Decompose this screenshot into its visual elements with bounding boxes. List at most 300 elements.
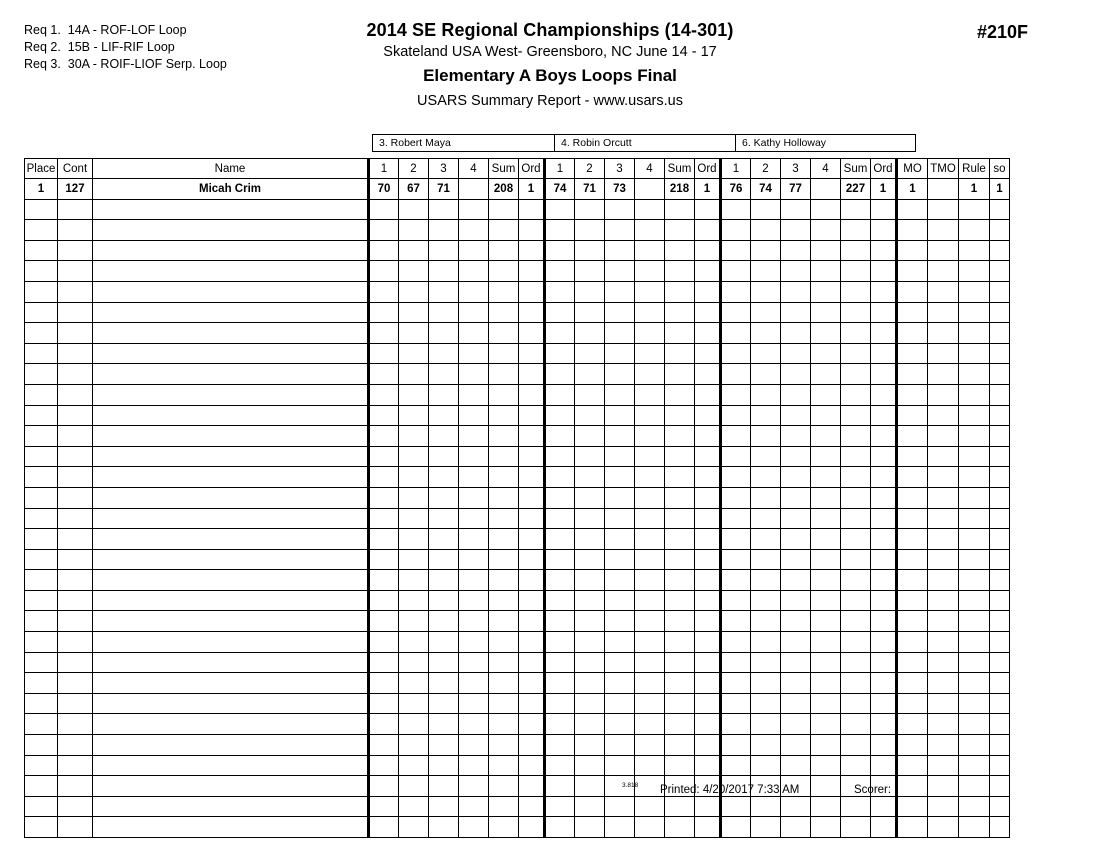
cell-j2-sum: 218 bbox=[665, 179, 695, 200]
col-name: Name bbox=[93, 159, 369, 179]
cell-j1-s3: 71 bbox=[429, 179, 459, 200]
cell-j3-s2 bbox=[751, 220, 781, 241]
cell-j3-s2 bbox=[751, 673, 781, 694]
cell-j2-sum bbox=[665, 487, 695, 508]
cell-j2-s1 bbox=[545, 693, 575, 714]
cell-rule bbox=[959, 817, 990, 838]
cell-name bbox=[93, 632, 369, 653]
cell-j3-s2 bbox=[751, 508, 781, 529]
cell-j3-s2 bbox=[751, 364, 781, 385]
cell-j2-s2 bbox=[575, 796, 605, 817]
cell-j2-s3 bbox=[605, 384, 635, 405]
cell-j3-s1 bbox=[721, 735, 751, 756]
cell-j3-ord bbox=[871, 446, 897, 467]
cell-j2-s3 bbox=[605, 529, 635, 550]
cell-j3-sum bbox=[841, 693, 871, 714]
cell-j2-ord bbox=[695, 405, 721, 426]
cell-j1-ord bbox=[519, 240, 545, 261]
cell-so bbox=[990, 508, 1010, 529]
cell-j3-s4 bbox=[811, 611, 841, 632]
cell-j1-ord bbox=[519, 590, 545, 611]
table-row bbox=[25, 323, 1010, 344]
cell-j3-s3 bbox=[781, 590, 811, 611]
cell-j3-ord: 1 bbox=[871, 179, 897, 200]
cell-j1-s1 bbox=[369, 796, 399, 817]
cell-j1-s3 bbox=[429, 487, 459, 508]
cell-j1-ord bbox=[519, 611, 545, 632]
cell-j1-s2 bbox=[399, 384, 429, 405]
cell-j1-s2 bbox=[399, 343, 429, 364]
cell-mo bbox=[897, 343, 928, 364]
cell-j2-s1 bbox=[545, 343, 575, 364]
cell-j1-sum bbox=[489, 817, 519, 838]
cell-j2-s1 bbox=[545, 529, 575, 550]
cell-j3-s4 bbox=[811, 220, 841, 241]
cell-j1-s1 bbox=[369, 364, 399, 385]
cell-j3-ord bbox=[871, 590, 897, 611]
cell-place bbox=[25, 364, 58, 385]
cell-name bbox=[93, 302, 369, 323]
cell-j3-sum bbox=[841, 467, 871, 488]
cell-j2-sum bbox=[665, 611, 695, 632]
cell-j1-ord bbox=[519, 529, 545, 550]
cell-j3-ord bbox=[871, 261, 897, 282]
cell-name bbox=[93, 693, 369, 714]
cell-j3-s1 bbox=[721, 364, 751, 385]
cell-j1-s4 bbox=[459, 446, 489, 467]
cell-tmo bbox=[928, 261, 959, 282]
cell-tmo bbox=[928, 343, 959, 364]
cell-j1-s3 bbox=[429, 343, 459, 364]
cell-j1-s4 bbox=[459, 755, 489, 776]
cell-j2-s3 bbox=[605, 446, 635, 467]
cell-j1-s3 bbox=[429, 426, 459, 447]
cell-j1-sum bbox=[489, 261, 519, 282]
cell-j1-s2 bbox=[399, 529, 429, 550]
cell-j3-s2 bbox=[751, 281, 781, 302]
cell-j3-s3 bbox=[781, 796, 811, 817]
cell-j2-s2 bbox=[575, 199, 605, 220]
cell-name bbox=[93, 714, 369, 735]
cell-j1-s2 bbox=[399, 652, 429, 673]
cell-j3-s4 bbox=[811, 673, 841, 694]
cell-j1-s3 bbox=[429, 776, 459, 797]
cell-j3-s4 bbox=[811, 549, 841, 570]
cell-j2-ord bbox=[695, 590, 721, 611]
cell-j1-ord bbox=[519, 735, 545, 756]
cell-j2-s3 bbox=[605, 240, 635, 261]
cell-mo: 1 bbox=[897, 179, 928, 200]
cell-name bbox=[93, 199, 369, 220]
cell-so: 1 bbox=[990, 179, 1010, 200]
col-j1-ord: Ord bbox=[519, 159, 545, 179]
cell-j3-s2 bbox=[751, 405, 781, 426]
cell-rule bbox=[959, 323, 990, 344]
cell-place: 1 bbox=[25, 179, 58, 200]
cell-j1-ord: 1 bbox=[519, 179, 545, 200]
cell-tmo bbox=[928, 776, 959, 797]
cell-j2-s3: 73 bbox=[605, 179, 635, 200]
cell-j3-s1: 76 bbox=[721, 179, 751, 200]
cell-name bbox=[93, 755, 369, 776]
cell-j1-s1 bbox=[369, 632, 399, 653]
cell-so bbox=[990, 611, 1010, 632]
cell-j2-s1 bbox=[545, 426, 575, 447]
cell-j1-s2 bbox=[399, 776, 429, 797]
cell-j1-s4 bbox=[459, 735, 489, 756]
cell-rule bbox=[959, 487, 990, 508]
cell-so bbox=[990, 467, 1010, 488]
cell-j1-s1 bbox=[369, 570, 399, 591]
cell-j3-ord bbox=[871, 220, 897, 241]
cell-j2-sum bbox=[665, 817, 695, 838]
col-j2-ord: Ord bbox=[695, 159, 721, 179]
table-row bbox=[25, 590, 1010, 611]
event-title: Elementary A Boys Loops Final bbox=[423, 66, 677, 85]
cell-j3-s2 bbox=[751, 467, 781, 488]
cell-name bbox=[93, 735, 369, 756]
cell-j3-s3 bbox=[781, 343, 811, 364]
cell-cont bbox=[58, 302, 93, 323]
cell-name bbox=[93, 446, 369, 467]
cell-j1-s3 bbox=[429, 693, 459, 714]
cell-tmo bbox=[928, 570, 959, 591]
cell-j1-s3 bbox=[429, 384, 459, 405]
cell-place bbox=[25, 508, 58, 529]
table-row bbox=[25, 487, 1010, 508]
cell-j3-s2 bbox=[751, 632, 781, 653]
cell-j2-s3 bbox=[605, 220, 635, 241]
cell-j3-sum bbox=[841, 487, 871, 508]
cell-j1-s1 bbox=[369, 281, 399, 302]
cell-j1-s2 bbox=[399, 590, 429, 611]
cell-j1-s1 bbox=[369, 529, 399, 550]
cell-j1-s1 bbox=[369, 735, 399, 756]
cell-j1-s1 bbox=[369, 467, 399, 488]
cell-j1-s4 bbox=[459, 590, 489, 611]
cell-tmo bbox=[928, 240, 959, 261]
col-rule: Rule bbox=[959, 159, 990, 179]
cell-j2-s4 bbox=[635, 611, 665, 632]
cell-j1-s3 bbox=[429, 323, 459, 344]
cell-j3-s2 bbox=[751, 446, 781, 467]
cell-j2-sum bbox=[665, 714, 695, 735]
cell-tmo bbox=[928, 796, 959, 817]
cell-j1-s4 bbox=[459, 343, 489, 364]
cell-j2-s1 bbox=[545, 467, 575, 488]
cell-j1-s4 bbox=[459, 467, 489, 488]
cell-so bbox=[990, 364, 1010, 385]
col-j2-s3: 3 bbox=[605, 159, 635, 179]
cell-cont bbox=[58, 323, 93, 344]
cell-j1-ord bbox=[519, 652, 545, 673]
cell-tmo bbox=[928, 302, 959, 323]
cell-name bbox=[93, 549, 369, 570]
cell-j3-s1 bbox=[721, 549, 751, 570]
cell-j2-s3 bbox=[605, 261, 635, 282]
cell-j2-s1 bbox=[545, 714, 575, 735]
cell-j3-s1 bbox=[721, 446, 751, 467]
cell-j1-sum bbox=[489, 714, 519, 735]
table-row bbox=[25, 529, 1010, 550]
col-cont: Cont bbox=[58, 159, 93, 179]
cell-j1-s3 bbox=[429, 364, 459, 385]
table-row bbox=[25, 343, 1010, 364]
table-row bbox=[25, 652, 1010, 673]
cell-name bbox=[93, 529, 369, 550]
requirement-item: Req 2. 15B - LIF-RIF Loop bbox=[24, 40, 175, 54]
cell-tmo bbox=[928, 817, 959, 838]
cell-j3-ord bbox=[871, 467, 897, 488]
cell-j1-s4 bbox=[459, 220, 489, 241]
col-tmo: TMO bbox=[928, 159, 959, 179]
cell-j1-ord bbox=[519, 549, 545, 570]
cell-j3-s3 bbox=[781, 487, 811, 508]
cell-j1-ord bbox=[519, 817, 545, 838]
table-row bbox=[25, 611, 1010, 632]
cell-place bbox=[25, 220, 58, 241]
cell-j2-s2 bbox=[575, 776, 605, 797]
cell-j3-s1 bbox=[721, 570, 751, 591]
cell-j3-ord bbox=[871, 755, 897, 776]
col-j1-sum: Sum bbox=[489, 159, 519, 179]
cell-j3-s3 bbox=[781, 281, 811, 302]
cell-j2-s4 bbox=[635, 570, 665, 591]
cell-cont bbox=[58, 714, 93, 735]
cell-place bbox=[25, 714, 58, 735]
table-row bbox=[25, 467, 1010, 488]
cell-mo bbox=[897, 302, 928, 323]
cell-j3-s1 bbox=[721, 817, 751, 838]
cell-j1-sum bbox=[489, 426, 519, 447]
cell-tmo bbox=[928, 590, 959, 611]
cell-mo bbox=[897, 570, 928, 591]
cell-j2-s2 bbox=[575, 426, 605, 447]
cell-rule bbox=[959, 240, 990, 261]
col-place: Place bbox=[25, 159, 58, 179]
cell-j2-s4 bbox=[635, 199, 665, 220]
cell-j1-s2 bbox=[399, 220, 429, 241]
cell-j2-s1 bbox=[545, 199, 575, 220]
cell-cont bbox=[58, 405, 93, 426]
cell-name bbox=[93, 240, 369, 261]
cell-j1-sum bbox=[489, 281, 519, 302]
cell-j3-s3 bbox=[781, 755, 811, 776]
cell-j3-s4 bbox=[811, 446, 841, 467]
cell-j3-s1 bbox=[721, 467, 751, 488]
cell-j3-sum bbox=[841, 261, 871, 282]
cell-j2-ord bbox=[695, 632, 721, 653]
cell-place bbox=[25, 652, 58, 673]
cell-tmo bbox=[928, 714, 959, 735]
cell-j1-s4 bbox=[459, 261, 489, 282]
cell-j3-s4 bbox=[811, 632, 841, 653]
cell-mo bbox=[897, 405, 928, 426]
cell-j2-ord bbox=[695, 652, 721, 673]
cell-mo bbox=[897, 714, 928, 735]
cell-j3-s1 bbox=[721, 240, 751, 261]
cell-j1-s2 bbox=[399, 570, 429, 591]
cell-j2-sum bbox=[665, 529, 695, 550]
cell-cont bbox=[58, 755, 93, 776]
cell-j3-s4 bbox=[811, 426, 841, 447]
cell-j3-ord bbox=[871, 570, 897, 591]
cell-mo bbox=[897, 199, 928, 220]
cell-j1-ord bbox=[519, 426, 545, 447]
cell-j3-s1 bbox=[721, 384, 751, 405]
cell-j1-s3 bbox=[429, 735, 459, 756]
cell-so bbox=[990, 632, 1010, 653]
cell-j1-s4 bbox=[459, 817, 489, 838]
cell-j2-s4 bbox=[635, 693, 665, 714]
cell-j3-s2 bbox=[751, 343, 781, 364]
cell-j2-s4 bbox=[635, 343, 665, 364]
cell-j3-s1 bbox=[721, 261, 751, 282]
cell-j3-s1 bbox=[721, 590, 751, 611]
cell-rule: 1 bbox=[959, 179, 990, 200]
cell-name bbox=[93, 796, 369, 817]
cell-j3-ord bbox=[871, 529, 897, 550]
col-j3-ord: Ord bbox=[871, 159, 897, 179]
cell-j3-sum bbox=[841, 590, 871, 611]
cell-j1-ord bbox=[519, 487, 545, 508]
cell-tmo bbox=[928, 652, 959, 673]
cell-j2-s4 bbox=[635, 714, 665, 735]
cell-j2-s1 bbox=[545, 549, 575, 570]
cell-j2-s4 bbox=[635, 179, 665, 200]
cell-j2-ord bbox=[695, 281, 721, 302]
cell-j1-sum bbox=[489, 776, 519, 797]
col-j1-s4: 4 bbox=[459, 159, 489, 179]
cell-j1-s3 bbox=[429, 590, 459, 611]
cell-j1-s4 bbox=[459, 179, 489, 200]
cell-j3-s1 bbox=[721, 405, 751, 426]
cell-j3-ord bbox=[871, 549, 897, 570]
cell-rule bbox=[959, 673, 990, 694]
cell-j1-s3 bbox=[429, 796, 459, 817]
cell-j2-sum bbox=[665, 323, 695, 344]
summary-table bbox=[24, 158, 1010, 838]
cell-j1-s3 bbox=[429, 755, 459, 776]
cell-j1-s1 bbox=[369, 611, 399, 632]
cell-name bbox=[93, 364, 369, 385]
cell-j2-ord bbox=[695, 508, 721, 529]
cell-j3-s4 bbox=[811, 199, 841, 220]
cell-rule bbox=[959, 570, 990, 591]
cell-j3-ord bbox=[871, 281, 897, 302]
cell-tmo bbox=[928, 673, 959, 694]
cell-j2-sum bbox=[665, 590, 695, 611]
cell-j1-sum bbox=[489, 323, 519, 344]
cell-j3-sum bbox=[841, 405, 871, 426]
cell-mo bbox=[897, 467, 928, 488]
cell-cont bbox=[58, 508, 93, 529]
cell-j1-s1 bbox=[369, 261, 399, 282]
cell-cont bbox=[58, 611, 93, 632]
cell-j3-sum bbox=[841, 529, 871, 550]
cell-j2-s3 bbox=[605, 755, 635, 776]
cell-j3-s3 bbox=[781, 426, 811, 447]
cell-j3-s1 bbox=[721, 755, 751, 776]
col-j3-s1: 1 bbox=[721, 159, 751, 179]
cell-j2-s1 bbox=[545, 364, 575, 385]
cell-j3-ord bbox=[871, 405, 897, 426]
cell-j1-ord bbox=[519, 302, 545, 323]
cell-j3-ord bbox=[871, 652, 897, 673]
cell-j3-s3: 77 bbox=[781, 179, 811, 200]
cell-j1-s4 bbox=[459, 652, 489, 673]
cell-j2-s2 bbox=[575, 735, 605, 756]
cell-j1-s4 bbox=[459, 529, 489, 550]
cell-j2-s1 bbox=[545, 652, 575, 673]
cell-j2-ord bbox=[695, 693, 721, 714]
cell-j2-s1 bbox=[545, 323, 575, 344]
cell-j3-sum bbox=[841, 508, 871, 529]
cell-j3-ord bbox=[871, 343, 897, 364]
cell-j2-s1 bbox=[545, 405, 575, 426]
cell-j3-sum bbox=[841, 632, 871, 653]
cell-place bbox=[25, 817, 58, 838]
cell-cont bbox=[58, 673, 93, 694]
cell-j3-ord bbox=[871, 426, 897, 447]
cell-so bbox=[990, 487, 1010, 508]
cell-j1-sum bbox=[489, 549, 519, 570]
cell-j2-ord bbox=[695, 714, 721, 735]
cell-place bbox=[25, 611, 58, 632]
cell-j3-sum bbox=[841, 302, 871, 323]
venue-line: Skateland USA West- Greensboro, NC June 14 - 17 bbox=[383, 44, 717, 60]
cell-cont bbox=[58, 467, 93, 488]
cell-j1-s2 bbox=[399, 405, 429, 426]
judge-header-strip bbox=[372, 134, 916, 152]
cell-j2-s1 bbox=[545, 796, 575, 817]
cell-j1-s2 bbox=[399, 426, 429, 447]
cell-j1-s2 bbox=[399, 693, 429, 714]
cell-j2-s4 bbox=[635, 817, 665, 838]
cell-j1-s1 bbox=[369, 652, 399, 673]
cell-j3-s2 bbox=[751, 199, 781, 220]
cell-place bbox=[25, 302, 58, 323]
cell-j3-s3 bbox=[781, 632, 811, 653]
cell-j2-ord bbox=[695, 755, 721, 776]
cell-mo bbox=[897, 590, 928, 611]
cell-j1-sum bbox=[489, 343, 519, 364]
cell-j3-ord bbox=[871, 796, 897, 817]
cell-j2-sum bbox=[665, 735, 695, 756]
cell-so bbox=[990, 261, 1010, 282]
cell-j3-ord bbox=[871, 508, 897, 529]
cell-j1-s4 bbox=[459, 199, 489, 220]
cell-j3-s3 bbox=[781, 302, 811, 323]
cell-tmo bbox=[928, 384, 959, 405]
cell-j3-s4 bbox=[811, 693, 841, 714]
cell-j3-s4 bbox=[811, 508, 841, 529]
cell-tmo bbox=[928, 364, 959, 385]
cell-j2-s1 bbox=[545, 487, 575, 508]
cell-j1-s3 bbox=[429, 611, 459, 632]
cell-j2-ord bbox=[695, 487, 721, 508]
cell-tmo bbox=[928, 487, 959, 508]
printed-timestamp: Printed: 4/20/2017 7:33 AM bbox=[660, 784, 800, 796]
cell-j1-s2 bbox=[399, 323, 429, 344]
cell-j1-ord bbox=[519, 508, 545, 529]
cell-j2-sum bbox=[665, 755, 695, 776]
cell-place bbox=[25, 673, 58, 694]
cell-j2-s1 bbox=[545, 590, 575, 611]
cell-j3-s3 bbox=[781, 549, 811, 570]
cell-j3-s4 bbox=[811, 735, 841, 756]
cell-j3-s4 bbox=[811, 817, 841, 838]
